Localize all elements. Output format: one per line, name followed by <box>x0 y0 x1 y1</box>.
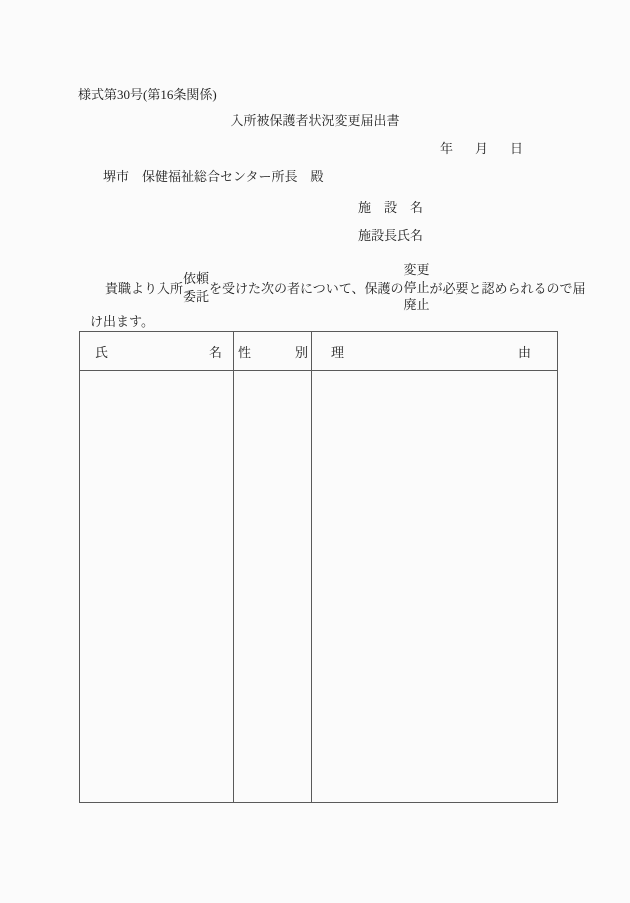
reason-column <box>312 332 557 802</box>
body-text-part1: 貴職より入所 <box>105 281 184 296</box>
date-line <box>440 138 523 157</box>
name-header-left-char: 氏 <box>95 344 109 360</box>
choice-protection-stack <box>404 261 430 314</box>
year-label: 年 <box>440 141 454 156</box>
gender-header-left-char: 性 <box>238 344 252 360</box>
facility-name-label: 施 設 名 <box>358 200 424 215</box>
gender-cell-empty <box>234 371 311 802</box>
body-paragraph-line1 <box>105 262 586 313</box>
addressee-line: 堺市 保健福祉総合センター所長 殿 <box>103 169 324 184</box>
reason-cell-empty <box>312 371 557 802</box>
gender-column-header <box>234 332 311 371</box>
facility-director-label: 施設長氏名 <box>358 228 424 243</box>
page-title: 入所被保護者状況変更届出書 <box>230 113 400 128</box>
gender-header-right-char: 別 <box>294 344 308 360</box>
reason-column-header <box>312 332 557 371</box>
choice-protection-bottom: 廃止 <box>403 297 430 313</box>
name-column-header <box>80 332 233 371</box>
form-number: 様式第30号(第16条関係) <box>78 87 217 102</box>
body-text-part2: を受けた次の者について、保護の <box>209 281 404 296</box>
day-label: 日 <box>510 141 524 156</box>
name-header-right-char: 名 <box>208 344 222 360</box>
choice-admission-stack <box>183 270 209 306</box>
name-cell-empty <box>80 371 233 802</box>
name-column <box>80 332 234 802</box>
body-paragraph-line2: け出ます。 <box>90 314 154 329</box>
choice-protection-middle: 停止 <box>403 279 430 295</box>
reason-header-left-char: 理 <box>331 344 345 360</box>
body-text-part3: が必要と認められるので届 <box>429 281 586 296</box>
month-label: 月 <box>475 141 489 156</box>
record-table <box>79 331 558 803</box>
reason-header-right-char: 由 <box>517 344 531 360</box>
choice-protection-top: 変更 <box>403 262 430 278</box>
choice-admission-bottom: 委託 <box>183 288 210 304</box>
choice-admission-top: 依頼 <box>183 270 210 286</box>
gender-column <box>234 332 312 802</box>
